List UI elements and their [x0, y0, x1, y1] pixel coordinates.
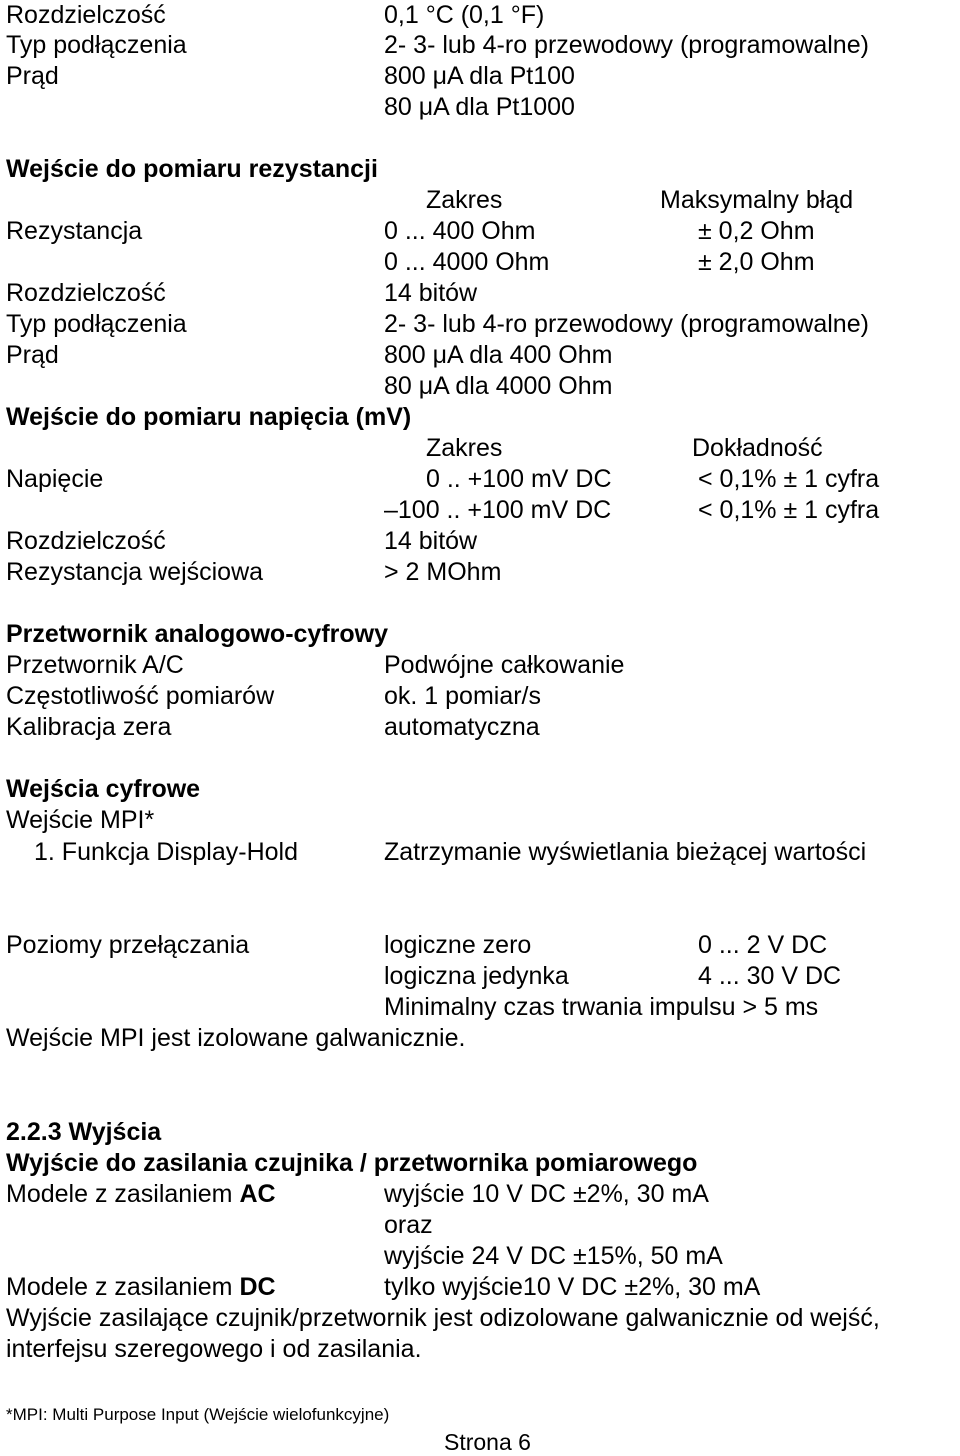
error-4000: ± 2,0 Ohm: [698, 248, 815, 276]
col-range: Zakres: [426, 434, 503, 462]
heading-digital-inputs: Wejścia cyfrowe: [6, 775, 201, 803]
label-input-resistance: Rezystancja wejściowa: [6, 558, 264, 586]
level-logic-zero: logiczne zero: [384, 931, 532, 959]
label-switching-levels: Poziomy przełączania: [6, 931, 250, 959]
label-dc-models: Modele z zasilaniem DC: [6, 1273, 276, 1301]
label-ac-models: Modele z zasilaniem AC: [6, 1180, 276, 1208]
value-resolution: 0,1 °C (0,1 °F): [384, 1, 545, 29]
value-current-400: 800 μA dla 400 Ohm: [384, 341, 613, 369]
footnote: *MPI: Multi Purpose Input (Wejście wielofunkcyjne): [6, 1405, 390, 1424]
label-connection-type: Typ podłączenia: [6, 310, 187, 338]
page-number: Strona 6: [444, 1429, 531, 1455]
label-zero-calibration: Kalibracja zera: [6, 713, 172, 741]
heading-sensor-supply: Wyjście do zasilania czujnika / przetwornika pomiarowego: [6, 1149, 698, 1177]
value-current-pt1000: 80 μA dla Pt1000: [384, 93, 575, 121]
col-range: Zakres: [426, 186, 503, 214]
isolation-note-line1: Wyjście zasilające czujnik/przetwornik jest odizolowane galwanicznie od wejść,: [6, 1304, 880, 1332]
label-resistance: Rezystancja: [6, 217, 143, 245]
level-logic-zero-range: 0 ... 2 V DC: [698, 931, 828, 959]
label-connection-type: Typ podłączenia: [6, 31, 187, 59]
heading-voltage-input: Wejście do pomiaru napięcia (mV): [6, 403, 412, 431]
section-title-outputs: 2.2.3 Wyjścia: [6, 1118, 162, 1146]
heading-adc: Przetwornik analogowo-cyfrowy: [6, 620, 389, 648]
col-accuracy: Dokładność: [692, 434, 823, 462]
min-pulse-duration: Minimalny czas trwania impulsu > 5 ms: [384, 993, 819, 1021]
label-resolution: Rozdzielczość: [6, 527, 166, 555]
label-resolution: Rozdzielczość: [6, 1, 166, 29]
value-input-resistance: > 2 MOhm: [384, 558, 502, 586]
label-display-hold: 1. Funkcja Display-Hold: [34, 838, 298, 866]
value-resolution: 14 bitów: [384, 279, 478, 307]
label-current: Prąd: [6, 341, 59, 369]
value-current-4000: 80 μA dla 4000 Ohm: [384, 372, 613, 400]
range-4000: 0 ... 4000 Ohm: [384, 248, 550, 276]
label-voltage: Napięcie: [6, 465, 104, 493]
value-display-hold: Zatrzymanie wyświetlania bieżącej wartości: [384, 838, 867, 866]
accuracy-positive: < 0,1% ± 1 cyfra: [698, 465, 880, 493]
isolation-note-line2: interfejsu szeregowego i od zasilania.: [6, 1335, 422, 1363]
label-resolution: Rozdzielczość: [6, 279, 166, 307]
value-zero-calibration: automatyczna: [384, 713, 540, 741]
subheading-mpi: Wejście MPI*: [6, 806, 155, 834]
label-adc: Przetwornik A/C: [6, 651, 184, 679]
range-bipolar: –100 .. +100 mV DC: [384, 496, 612, 524]
range-400: 0 ... 400 Ohm: [384, 217, 536, 245]
mpi-isolation-note: Wejście MPI jest izolowane galwanicznie.: [6, 1024, 466, 1052]
value-ac-24v: wyjście 24 V DC ±15%, 50 mA: [384, 1242, 723, 1270]
value-connection-type: 2- 3- lub 4-ro przewodowy (programowalne): [384, 31, 869, 59]
accuracy-bipolar: < 0,1% ± 1 cyfra: [698, 496, 880, 524]
value-dc-10v: tylko wyjście10 V DC ±2%, 30 mA: [384, 1273, 761, 1301]
value-current-pt100: 800 μA dla Pt100: [384, 62, 575, 90]
level-logic-one: logiczna jedynka: [384, 962, 569, 990]
label-current: Prąd: [6, 62, 59, 90]
error-400: ± 0,2 Ohm: [698, 217, 815, 245]
range-positive: 0 .. +100 mV DC: [426, 465, 612, 493]
value-ac-and: oraz: [384, 1211, 433, 1239]
label-measurement-rate: Częstotliwość pomiarów: [6, 682, 275, 710]
heading-resistance-input: Wejście do pomiaru rezystancji: [6, 155, 378, 183]
col-max-error: Maksymalny błąd: [660, 186, 854, 214]
value-ac-10v: wyjście 10 V DC ±2%, 30 mA: [384, 1180, 709, 1208]
level-logic-one-range: 4 ... 30 V DC: [698, 962, 842, 990]
value-resolution: 14 bitów: [384, 527, 478, 555]
value-connection-type: 2- 3- lub 4-ro przewodowy (programowalne): [384, 310, 869, 338]
value-measurement-rate: ok. 1 pomiar/s: [384, 682, 542, 710]
value-adc: Podwójne całkowanie: [384, 651, 625, 679]
